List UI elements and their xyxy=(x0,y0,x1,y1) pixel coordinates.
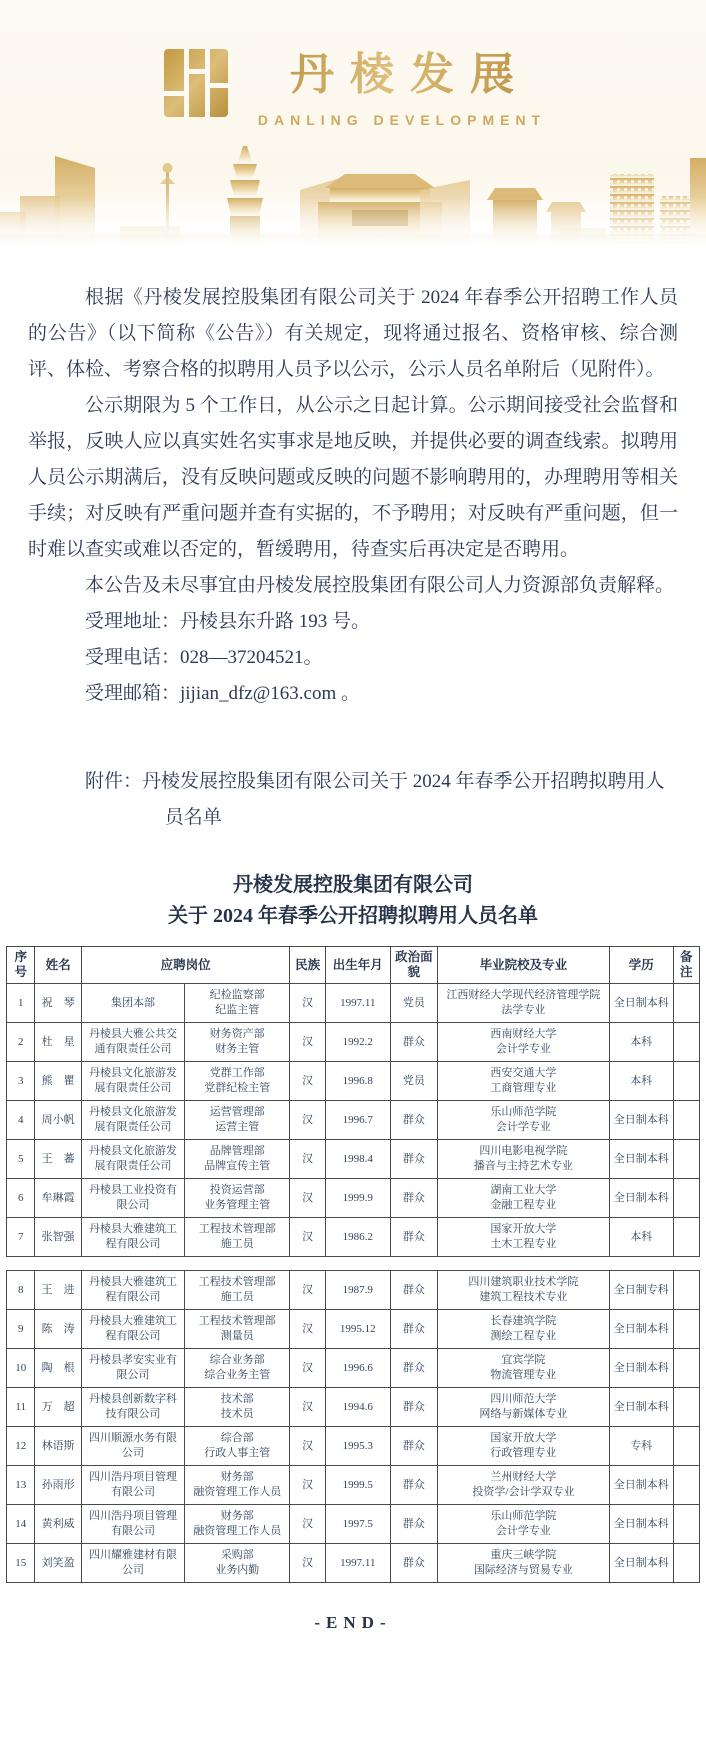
cell-position-line: 品牌宣传主管 xyxy=(204,1160,271,1172)
cell-school-line: 网络与新媒体专业 xyxy=(479,1408,568,1420)
cell-position-line: 技术员 xyxy=(220,1408,254,1420)
cell-note xyxy=(673,1271,699,1310)
cell-position-line: 财务部 xyxy=(220,1471,254,1483)
cell-company: 四川顺源水务有限公司 xyxy=(81,1427,184,1466)
cell-ethnic: 汉 xyxy=(290,1505,325,1544)
cell-degree: 全日制本科 xyxy=(609,1466,673,1505)
cell-name: 刘笑盈 xyxy=(35,1544,81,1583)
cell-school-line: 建筑工程技术专业 xyxy=(479,1291,568,1303)
cell-ethnic: 汉 xyxy=(290,1179,325,1218)
cell-political: 群众 xyxy=(390,1218,437,1257)
header-no: 序号 xyxy=(7,947,35,984)
cell-school-line: 金融工程专业 xyxy=(490,1199,557,1211)
table-row xyxy=(7,1218,700,1257)
cell-note xyxy=(673,1349,699,1388)
cell-position xyxy=(185,1062,290,1101)
cell-school-line: 会计学专业 xyxy=(495,1525,551,1537)
cell-political: 群众 xyxy=(390,1505,437,1544)
cell-no: 6 xyxy=(7,1179,35,1218)
cell-ethnic: 汉 xyxy=(290,1349,325,1388)
contact-address: 受理地址：丹棱县东升路 193 号。 xyxy=(85,611,371,632)
header-degree: 学历 xyxy=(609,947,673,984)
cell-birth: 1986.2 xyxy=(325,1218,390,1257)
cell-company: 丹棱县大雅公共交通有限责任公司 xyxy=(81,1023,184,1062)
cell-ethnic: 汉 xyxy=(290,1466,325,1505)
cell-position xyxy=(185,1505,290,1544)
cell-political: 群众 xyxy=(390,1179,437,1218)
cell-position-line: 运营管理部 xyxy=(209,1106,265,1118)
cell-no: 14 xyxy=(7,1505,35,1544)
cell-birth: 1995.3 xyxy=(325,1427,390,1466)
cell-degree: 全日制本科 xyxy=(609,1505,673,1544)
table-title-line1: 丹棱发展控股集团有限公司 xyxy=(233,874,473,896)
brand-name: 丹棱发展 xyxy=(258,38,546,102)
cell-note xyxy=(673,1427,699,1466)
cell-position-line: 工程技术管理部 xyxy=(198,1276,276,1288)
cell-position-line: 党群纪检主管 xyxy=(204,1082,271,1094)
cell-no: 1 xyxy=(7,984,35,1023)
cell-ethnic: 汉 xyxy=(290,1388,325,1427)
cell-position-line: 行政人事主管 xyxy=(204,1447,271,1459)
attachment-label: 附件： xyxy=(85,771,143,792)
cell-school xyxy=(437,1349,609,1388)
cell-company: 丹棱县大雅建筑工程有限公司 xyxy=(81,1218,184,1257)
cell-position xyxy=(185,1388,290,1427)
cell-political: 群众 xyxy=(390,1427,437,1466)
cell-company: 集团本部 xyxy=(81,984,184,1023)
cell-degree: 全日制专科 xyxy=(609,1271,673,1310)
cell-no: 4 xyxy=(7,1101,35,1140)
cell-position xyxy=(185,1271,290,1310)
cell-name: 陶 根 xyxy=(35,1349,81,1388)
cell-school xyxy=(437,1140,609,1179)
cell-company: 丹棱县文化旅游发展有限责任公司 xyxy=(81,1062,184,1101)
cell-position-line: 投资运营部 xyxy=(209,1184,265,1196)
header-ethnic: 民族 xyxy=(290,947,325,984)
cell-position xyxy=(185,1023,290,1062)
danling-logo-icon xyxy=(160,45,232,121)
cell-school xyxy=(437,1023,609,1062)
cell-political: 党员 xyxy=(390,984,437,1023)
cell-birth: 1997.11 xyxy=(325,1544,390,1583)
cell-school-line: 西安交通大学 xyxy=(490,1067,557,1079)
cell-name: 杜 星 xyxy=(35,1023,81,1062)
cell-note xyxy=(673,1505,699,1544)
cell-school-line: 会计学专业 xyxy=(495,1121,551,1133)
cell-position-line: 业务管理主管 xyxy=(204,1199,271,1211)
header-political: 政治面貌 xyxy=(390,947,437,984)
table-row xyxy=(7,1140,700,1179)
cell-no: 13 xyxy=(7,1466,35,1505)
cell-position-line: 财务主管 xyxy=(215,1043,260,1055)
cell-birth: 1997.5 xyxy=(325,1505,390,1544)
cell-name: 孙雨形 xyxy=(35,1466,81,1505)
cell-company: 丹棱县创新数字科技有限公司 xyxy=(81,1388,184,1427)
cell-birth: 1995.12 xyxy=(325,1310,390,1349)
header-name: 姓名 xyxy=(35,947,81,984)
cell-no: 8 xyxy=(7,1271,35,1310)
table-body-part1 xyxy=(7,984,700,1257)
cell-school-line: 乐山师范学院 xyxy=(490,1510,557,1522)
cell-school-line: 播音与主持艺术专业 xyxy=(473,1160,573,1172)
cell-company: 丹棱县文化旅游发展有限责任公司 xyxy=(81,1140,184,1179)
cell-school-line: 国际经济与贸易专业 xyxy=(473,1564,573,1576)
logo-row xyxy=(0,38,706,128)
cell-political: 群众 xyxy=(390,1101,437,1140)
table-row xyxy=(7,1062,700,1101)
cell-position-line: 施工员 xyxy=(220,1238,254,1250)
cell-no: 2 xyxy=(7,1023,35,1062)
cell-note xyxy=(673,1023,699,1062)
table-row xyxy=(7,1179,700,1218)
cell-name: 林语斯 xyxy=(35,1427,81,1466)
cell-school-line: 长春建筑学院 xyxy=(490,1315,557,1327)
cell-school-line: 土木工程专业 xyxy=(490,1238,557,1250)
table-row xyxy=(7,1101,700,1140)
cell-company: 丹棱县大雅建筑工程有限公司 xyxy=(81,1271,184,1310)
table-row xyxy=(7,1427,700,1466)
cell-school-line: 湖南工业大学 xyxy=(490,1184,557,1196)
cell-note xyxy=(673,1062,699,1101)
cell-position xyxy=(185,1101,290,1140)
cell-degree: 专科 xyxy=(609,1427,673,1466)
cell-school xyxy=(437,1218,609,1257)
cell-school-line: 物流管理专业 xyxy=(490,1369,557,1381)
table-row xyxy=(7,1310,700,1349)
table-row xyxy=(7,1505,700,1544)
cell-company: 四川浩丹项目管理有限公司 xyxy=(81,1466,184,1505)
cell-name: 陈 涛 xyxy=(35,1310,81,1349)
cell-position-line: 财务部 xyxy=(220,1510,254,1522)
cell-school xyxy=(437,1466,609,1505)
header-note: 备注 xyxy=(673,947,699,984)
roster-table-part1 xyxy=(6,946,700,1257)
cell-school-line: 江西财经大学现代经济管理学院 xyxy=(446,989,601,1001)
cell-ethnic: 汉 xyxy=(290,984,325,1023)
paragraph-intro: 根据《丹棱发展控股集团有限公司关于 2024 年春季公开招聘工作人员的公告》（以下简称《公告》）有关规定，现将通过报名、资格审核、综合测评、体检、考察合格的拟聘用人员予以公示，公示人员名单附后（见附件）。 xyxy=(28,287,678,380)
cell-school-line: 国家开放大学 xyxy=(490,1432,557,1444)
cell-birth: 1998.4 xyxy=(325,1140,390,1179)
roster-table-part2 xyxy=(6,1270,700,1583)
cell-school-line: 会计学专业 xyxy=(495,1043,551,1055)
table-row xyxy=(7,1466,700,1505)
cell-political: 群众 xyxy=(390,1310,437,1349)
cell-school-line: 四川电影电视学院 xyxy=(479,1145,568,1157)
cell-name: 黄利威 xyxy=(35,1505,81,1544)
cell-political: 群众 xyxy=(390,1388,437,1427)
cell-position-line: 工程技术管理部 xyxy=(198,1315,276,1327)
cell-position xyxy=(185,1310,290,1349)
cell-position-line: 综合业务部 xyxy=(209,1354,265,1366)
cell-degree: 全日制本科 xyxy=(609,1388,673,1427)
cell-political: 群众 xyxy=(390,1349,437,1388)
cell-school-line: 四川建筑职业技术学院 xyxy=(468,1276,579,1288)
cell-degree: 全日制本科 xyxy=(609,1349,673,1388)
cell-no: 15 xyxy=(7,1544,35,1583)
cell-position xyxy=(185,984,290,1023)
cell-name: 王 进 xyxy=(35,1271,81,1310)
cell-position-line: 综合业务主管 xyxy=(204,1369,271,1381)
roster-section xyxy=(0,870,706,1583)
cell-note xyxy=(673,1544,699,1583)
cell-company: 丹棱县文化旅游发展有限责任公司 xyxy=(81,1101,184,1140)
cell-degree: 全日制本科 xyxy=(609,984,673,1023)
cell-birth: 1992.2 xyxy=(325,1023,390,1062)
cell-name: 万 超 xyxy=(35,1388,81,1427)
cell-note xyxy=(673,1310,699,1349)
city-skyline-illustration xyxy=(0,138,706,246)
cell-school-line: 乐山师范学院 xyxy=(490,1106,557,1118)
cell-ethnic: 汉 xyxy=(290,1140,325,1179)
cell-birth: 1987.9 xyxy=(325,1271,390,1310)
cell-political: 群众 xyxy=(390,1271,437,1310)
table-row xyxy=(7,984,700,1023)
cell-name: 张智强 xyxy=(35,1218,81,1257)
cell-no: 10 xyxy=(7,1349,35,1388)
cell-degree: 全日制本科 xyxy=(609,1310,673,1349)
cell-ethnic: 汉 xyxy=(290,1062,325,1101)
cell-position-line: 采购部 xyxy=(220,1549,254,1561)
contact-phone: 受理电话：028—37204521。 xyxy=(85,647,323,668)
table-row xyxy=(7,1023,700,1062)
header-birth: 出生年月 xyxy=(325,947,390,984)
table-row xyxy=(7,1388,700,1427)
cell-political: 群众 xyxy=(390,1023,437,1062)
cell-degree: 全日制本科 xyxy=(609,1179,673,1218)
header-school: 毕业院校及专业 xyxy=(437,947,609,984)
attachment-note xyxy=(85,764,678,836)
cell-school-line: 法学专业 xyxy=(501,1004,546,1016)
cell-school xyxy=(437,1388,609,1427)
cell-note xyxy=(673,1101,699,1140)
cell-no: 12 xyxy=(7,1427,35,1466)
cell-company: 四川浩丹项目管理有限公司 xyxy=(81,1505,184,1544)
cell-school xyxy=(437,984,609,1023)
cell-position xyxy=(185,1218,290,1257)
table-title-line2: 关于 2024 年春季公开招聘拟聘用人员名单 xyxy=(168,905,538,927)
cell-birth: 1999.5 xyxy=(325,1466,390,1505)
cell-school-line: 西南财经大学 xyxy=(490,1028,557,1040)
cell-position-line: 运营主管 xyxy=(215,1121,260,1133)
cell-birth: 1999.9 xyxy=(325,1179,390,1218)
cell-school-line: 宜宾学院 xyxy=(501,1354,546,1366)
cell-position-line: 财务资产部 xyxy=(209,1028,265,1040)
cell-position-line: 综合部 xyxy=(220,1432,254,1444)
cell-note xyxy=(673,1140,699,1179)
table-row xyxy=(7,1544,700,1583)
attachment-text: 丹棱发展控股集团有限公司关于 2024 年春季公开招聘拟聘用人员名单 xyxy=(142,771,665,828)
cell-school-line: 行政管理专业 xyxy=(490,1447,557,1459)
logo-texts xyxy=(258,38,546,128)
cell-ethnic: 汉 xyxy=(290,1101,325,1140)
cell-school-line: 四川师范大学 xyxy=(490,1393,557,1405)
cell-position-line: 施工员 xyxy=(220,1291,254,1303)
cell-company: 四川耀雅建材有限公司 xyxy=(81,1544,184,1583)
cell-no: 3 xyxy=(7,1062,35,1101)
cell-school xyxy=(437,1505,609,1544)
cell-position xyxy=(185,1179,290,1218)
cell-school xyxy=(437,1271,609,1310)
cell-school-line: 工商管理专业 xyxy=(490,1082,557,1094)
cell-no: 11 xyxy=(7,1388,35,1427)
cell-birth: 1996.8 xyxy=(325,1062,390,1101)
cell-note xyxy=(673,1179,699,1218)
cell-degree: 全日制本科 xyxy=(609,1140,673,1179)
cell-position-line: 纪监主管 xyxy=(215,1004,260,1016)
cell-note xyxy=(673,1388,699,1427)
cell-political: 群众 xyxy=(390,1140,437,1179)
cell-name: 牟琳霞 xyxy=(35,1179,81,1218)
contact-email: 受理邮箱：jijian_dfz@163.com 。 xyxy=(85,683,361,704)
cell-birth: 1996.6 xyxy=(325,1349,390,1388)
cell-ethnic: 汉 xyxy=(290,1310,325,1349)
cell-no: 7 xyxy=(7,1218,35,1257)
cell-school xyxy=(437,1310,609,1349)
cell-name: 王 蕃 xyxy=(35,1140,81,1179)
table-body-part2 xyxy=(7,1271,700,1583)
cell-position-line: 品牌管理部 xyxy=(209,1145,265,1157)
cell-position xyxy=(185,1427,290,1466)
announcement-body xyxy=(0,246,706,836)
cell-degree: 本科 xyxy=(609,1023,673,1062)
cell-school-line: 投资学/会计学双专业 xyxy=(472,1486,575,1498)
cell-ethnic: 汉 xyxy=(290,1023,325,1062)
cell-birth: 1996.7 xyxy=(325,1101,390,1140)
cell-name: 祝 琴 xyxy=(35,984,81,1023)
cell-political: 党员 xyxy=(390,1062,437,1101)
cell-degree: 全日制本科 xyxy=(609,1544,673,1583)
cell-school xyxy=(437,1179,609,1218)
brand-header xyxy=(0,0,706,246)
cell-note xyxy=(673,1218,699,1257)
paragraph-interpretation: 本公告及未尽事宜由丹棱发展控股集团有限公司人力资源部负责解释。 xyxy=(85,575,675,596)
cell-school-line: 国家开放大学 xyxy=(490,1223,557,1235)
cell-position xyxy=(185,1140,290,1179)
cell-no: 9 xyxy=(7,1310,35,1349)
cell-company: 丹棱县工业投资有限公司 xyxy=(81,1179,184,1218)
paragraph-publicity-period: 公示期限为 5 个工作日，从公示之日起计算。公示期间接受社会监督和举报，反映人应以真实姓名实事求是地反映，并提供必要的调查线索。拟聘用人员公示期满后，没有反映问题或反映的问题不影响聘用的，办理聘用等相关手续；对反映有严重问题并查有实据的，不予聘用；对反映有严重问题，但一时难以查实或难以否定的，暂缓聘用，待查实后再决定是否聘用。 xyxy=(28,395,678,560)
table-row xyxy=(7,1271,700,1310)
table-header-row xyxy=(7,947,700,984)
cell-degree: 全日制本科 xyxy=(609,1101,673,1140)
cell-name: 熊 瞿 xyxy=(35,1062,81,1101)
cell-school-line: 重庆三峡学院 xyxy=(490,1549,557,1561)
cell-no: 5 xyxy=(7,1140,35,1179)
cell-ethnic: 汉 xyxy=(290,1427,325,1466)
cell-name: 周小帆 xyxy=(35,1101,81,1140)
cell-note xyxy=(673,1466,699,1505)
cell-position-line: 纪检监察部 xyxy=(209,989,265,1001)
cell-ethnic: 汉 xyxy=(290,1544,325,1583)
cell-degree: 本科 xyxy=(609,1218,673,1257)
cell-position xyxy=(185,1466,290,1505)
cell-birth: 1994.6 xyxy=(325,1388,390,1427)
brand-subtitle: DANLING DEVELOPMENT xyxy=(257,112,547,128)
cell-position-line: 融资管理工作人员 xyxy=(193,1525,282,1537)
cell-position-line: 工程技术管理部 xyxy=(198,1223,276,1235)
cell-political: 群众 xyxy=(390,1466,437,1505)
cell-birth: 1997.11 xyxy=(325,984,390,1023)
cell-company: 丹棱县大雅建筑工程有限公司 xyxy=(81,1310,184,1349)
cell-note xyxy=(673,984,699,1023)
cell-school xyxy=(437,1427,609,1466)
cell-school xyxy=(437,1544,609,1583)
cell-position-line: 技术部 xyxy=(220,1393,254,1405)
cell-position-line: 融资管理工作人员 xyxy=(193,1486,282,1498)
cell-degree: 本科 xyxy=(609,1062,673,1101)
end-marker: -END- xyxy=(314,1613,392,1632)
cell-school-line: 兰州财经大学 xyxy=(490,1471,557,1483)
table-row xyxy=(7,1349,700,1388)
cell-position-line: 业务内勤 xyxy=(215,1564,260,1576)
cell-school-line: 测绘工程专业 xyxy=(490,1330,557,1342)
cell-position-line: 党群工作部 xyxy=(209,1067,265,1079)
cell-ethnic: 汉 xyxy=(290,1271,325,1310)
cell-school xyxy=(437,1062,609,1101)
cell-ethnic: 汉 xyxy=(290,1218,325,1257)
cell-company: 丹棱县孝安实业有限公司 xyxy=(81,1349,184,1388)
cell-position xyxy=(185,1544,290,1583)
cell-position-line: 测量员 xyxy=(220,1330,254,1342)
header-position: 应聘岗位 xyxy=(81,947,290,984)
cell-school xyxy=(437,1101,609,1140)
cell-position xyxy=(185,1349,290,1388)
cell-political: 群众 xyxy=(390,1544,437,1583)
